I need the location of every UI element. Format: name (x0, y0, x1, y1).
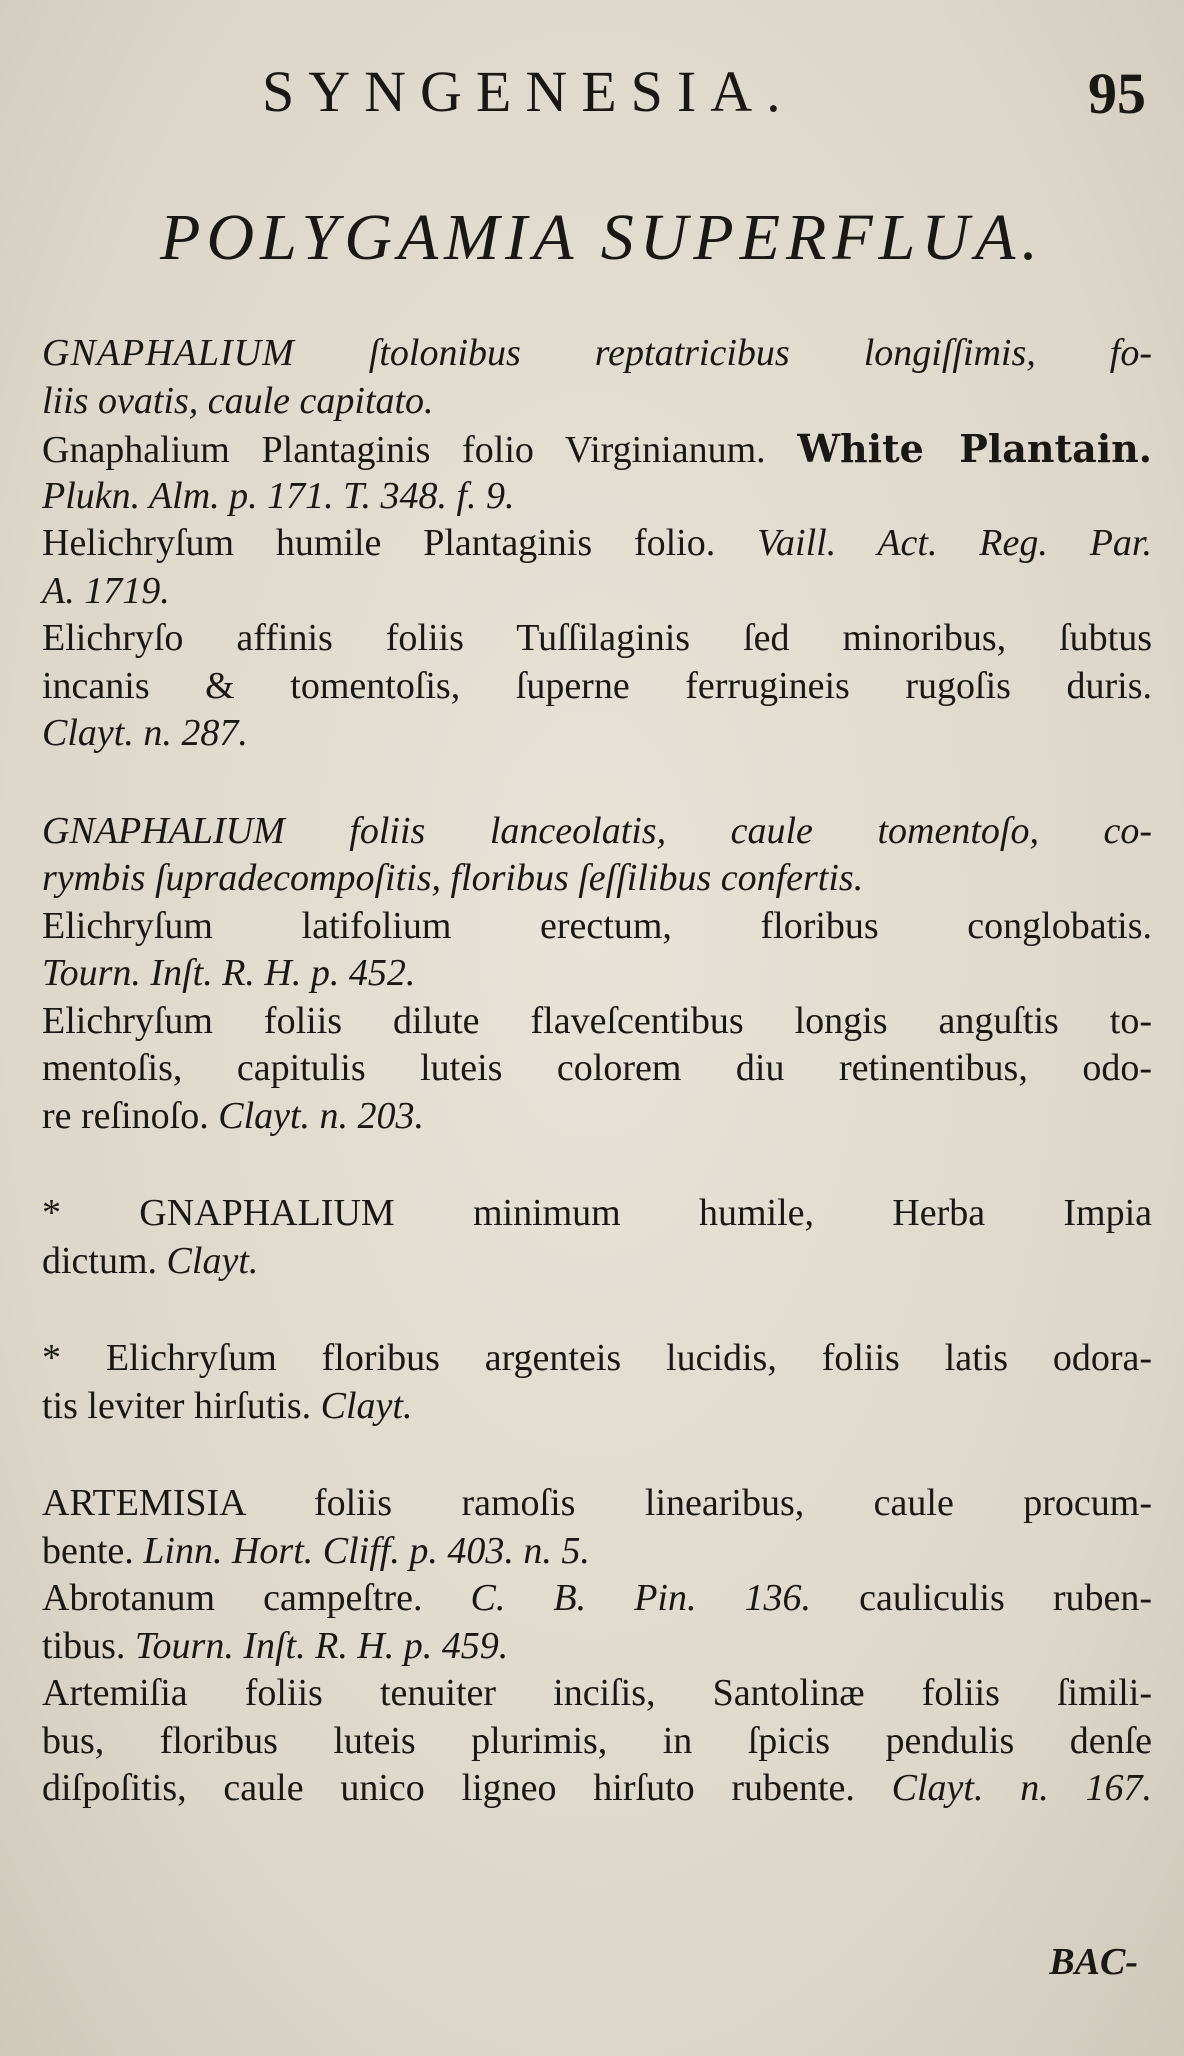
text-line: GNAPHALIUM foliis lanceolatis, caule tomentoſo, co- (42, 809, 1152, 852)
section-title: POLYGAMIA SUPERFLUA. (160, 201, 1044, 274)
page-header (0, 58, 1184, 138)
text-line: dictum. Clayt. (42, 1239, 259, 1282)
text-line: Gnaphalium Plantaginis folio Virginianum. White Plantain. (42, 426, 1152, 471)
text-line: incanis & tomentoſis, ſuperne ferrugineis rugoſis duris. (42, 664, 1152, 707)
entry-gnaphalium-lanceolatis (42, 808, 1152, 1141)
text-line: Clayt. n. 287. (42, 712, 248, 754)
text-line: mentoſis, capitulis luteis colorem diu retinentibus, odo- (42, 1047, 1152, 1089)
catchword: BAC- (1049, 1941, 1138, 1983)
text-line: bente. Linn. Hort. Cliff. p. 403. n. 5. (42, 1529, 590, 1572)
page-body (42, 330, 1152, 1813)
text-line: * GNAPHALIUM minimum humile, Herba Impia (42, 1192, 1152, 1234)
text-line: Abrotanum campeſtre. C. B. Pin. 136. cauliculis ruben- (42, 1577, 1152, 1619)
page-number: 95 (1088, 61, 1146, 126)
entry-artemisia (42, 1480, 1152, 1813)
entry-gnaphalium-stolonibus (42, 330, 1152, 758)
text-line: Elichryſo affinis foliis Tuſſilaginis ſed minoribus, ſubtus (42, 617, 1152, 659)
text-line: liis ovatis, caule capitato. (42, 379, 434, 422)
text-line: GNAPHALIUM ſtolonibus reptatricibus longiſſimis, fo- (42, 332, 1152, 374)
text-line: Helichryſum humile Plantaginis folio. Vaill. Act. Reg. Par. (42, 522, 1152, 564)
text-line: Tourn. Inſt. R. H. p. 452. (42, 952, 416, 994)
text-line: ARTEMISIA foliis ramoſis linearibus, caule procum- (42, 1482, 1152, 1524)
text-line: A. 1719. (42, 569, 170, 612)
entry-elichrysum-argenteis (42, 1335, 1152, 1430)
text-line: tis leviter hirſutis. Clayt. (42, 1384, 413, 1427)
text-line: diſpoſitis, caule unico ligneo hirſuto rubente. Clayt. n. 167. (42, 1767, 1153, 1809)
text-line: * Elichryſum floribus argenteis lucidis, foliis latis odora- (42, 1337, 1152, 1379)
text-line: bus, floribus luteis plurimis, in ſpicis pendulis denſe (42, 1719, 1152, 1762)
text-line: rymbis ſupradecompoſitis, floribus ſeſſilibus confertis. (42, 857, 864, 899)
text-line: tibus. Tourn. Inſt. R. H. p. 459. (42, 1624, 509, 1667)
text-line: re reſinoſo. Clayt. n. 203. (42, 1094, 425, 1137)
text-line: Plukn. Alm. p. 171. T. 348. f. 9. (42, 474, 515, 517)
text-line: Artemiſia foliis tenuiter inciſis, Santolinæ foliis ſimili- (42, 1672, 1152, 1714)
text-line: Elichryſum latifolium erectum, floribus conglobatis. (42, 904, 1152, 947)
running-head: SYNGENESIA. (262, 59, 795, 124)
text-line: Elichryſum foliis dilute flaveſcentibus longis anguſtis to- (42, 999, 1152, 1042)
entry-gnaphalium-minimum (42, 1190, 1152, 1285)
